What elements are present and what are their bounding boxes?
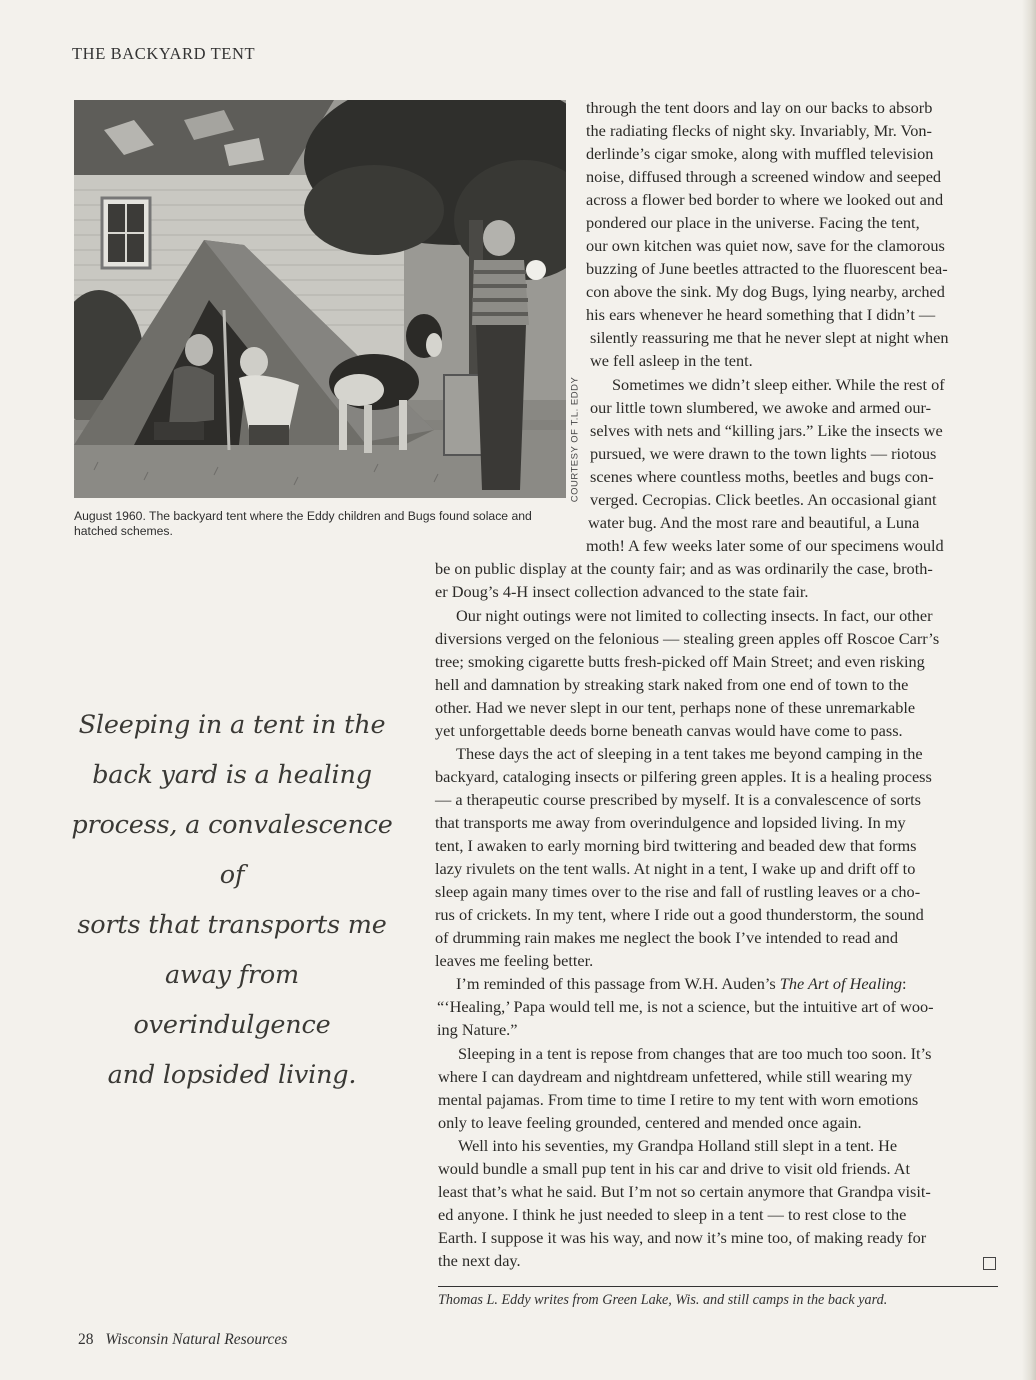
body-line: our little town slumbered, we awoke and armed our- [590, 398, 932, 417]
body-line: noise, diffused through a screened window and seeped [586, 167, 942, 186]
pull-quote-line: back yard is a healing [92, 760, 372, 790]
body-line: mental pajamas. From time to time I retire to my tent with worn emotions [438, 1090, 919, 1109]
body-line: be on public display at the county fair; and as was ordinarily the case, broth- [435, 559, 933, 578]
page-edge-shadow [1022, 0, 1036, 1380]
body-line: where I can daydream and nightdream unfettered, while still wearing my [438, 1067, 913, 1086]
body-line-citation: I’m reminded of this passage from W.H. Auden’s The Art of Healing: [456, 974, 907, 993]
body-line: Well into his seventies, my Grandpa Holland still slept in a tent. He [458, 1136, 898, 1155]
body-line: er Doug’s 4-H insect collection advanced to the state fair. [435, 582, 809, 601]
body-line: verged. Cecropias. Click beetles. An occasional giant [590, 490, 937, 509]
body-line: our own kitchen was quiet now, save for the clamorous [586, 236, 945, 255]
body-line: backyard, cataloging insects or pilfering green apples. It is a healing process [435, 767, 932, 786]
folio [78, 1331, 287, 1349]
body-line: — a therapeutic course prescribed by myself. It is a convalescence of sorts [435, 790, 921, 809]
body-line: leaves me feeling better. [435, 951, 594, 970]
body-line: yet unforgettable deeds borne beneath canvas would have come to pass. [435, 721, 903, 740]
body-line: would bundle a small pup tent in his car and drive to visit old friends. At [438, 1159, 911, 1178]
body-line: “‘Healing,’ Papa would tell me, is not a science, but the intuitive art of woo- [437, 997, 934, 1016]
author-bio: Thomas L. Eddy writes from Green Lake, Wis. and still camps in the back yard. [438, 1292, 888, 1308]
body-line: moth! A few weeks later some of our specimens would [586, 536, 944, 555]
bio-divider [438, 1286, 998, 1287]
book-title: The Art of Healing [779, 974, 903, 993]
photo-credit: COURTESY OF T.L. EDDY [569, 376, 581, 502]
body-line: These days the act of sleeping in a tent takes me beyond camping in the [456, 744, 923, 763]
pull-quote-line: process, a convalescence of [71, 810, 393, 890]
body-line: only to leave feeling grounded, centered and mended once again. [438, 1113, 862, 1132]
pull-quote-line: and lopsided living. [107, 1060, 357, 1090]
body-line: least that’s what he said. But I’m not so certain anymore that Grandpa visit- [438, 1182, 931, 1201]
photo-backyard-tent [74, 100, 566, 498]
running-head: THE BACKYARD TENT [72, 44, 256, 63]
body-line: tree; smoking cigarette butts fresh-picked off Main Street; and even risking [435, 652, 925, 671]
body-line: buzzing of June beetles attracted to the fluorescent bea- [586, 259, 948, 278]
body-line: that transports me away from overindulgence and lopsided living. In my [435, 813, 906, 832]
body-line: pondered our place in the universe. Facing the tent, [586, 213, 920, 232]
body-line: of drumming rain makes me neglect the book I’ve intended to read and [435, 928, 898, 947]
body-line: through the tent doors and lay on our backs to absorb [586, 98, 933, 117]
magazine-name: Wisconsin Natural Resources [105, 1331, 288, 1348]
pull-quote [66, 700, 398, 1100]
body-line: diversions verged on the felonious — stealing green apples off Roscoe Carr’s [435, 629, 940, 648]
end-mark-icon [983, 1257, 996, 1270]
pull-quote-line: away from overindulgence [133, 960, 331, 1040]
page-number: 28 [78, 1331, 94, 1348]
body-line: the radiating flecks of night sky. Invariably, Mr. Von- [586, 121, 932, 140]
body-line: Sometimes we didn’t sleep either. While the rest of [612, 375, 945, 394]
photo-caption: August 1960. The backyard tent where the Eddy children and Bugs found solace and hatched schemes. [74, 509, 532, 538]
body-line: ing Nature.” [437, 1020, 518, 1039]
body-line: selves with nets and “killing jars.” Like the insects we [590, 421, 943, 440]
body-line: Sleeping in a tent is repose from changes that are too much too soon. It’s [458, 1044, 932, 1063]
body-line: lazy rivulets on the tent walls. At night in a tent, I wake up and drift off to [435, 859, 916, 878]
body-line: other. Had we never slept in our tent, perhaps none of these unremarkable [435, 698, 916, 717]
body-line: pursued, we were drawn to the town lights — riotous [590, 444, 937, 463]
body-line: ed anyone. I think he just needed to sleep in a tent — to rest close to the [438, 1205, 907, 1224]
pull-quote-line: Sleeping in a tent in the [78, 710, 386, 740]
body-line: we fell asleep in the tent. [590, 351, 753, 370]
body-line: Earth. I suppose it was his way, and now it’s mine too, of making ready for [438, 1228, 927, 1247]
body-line: tent, I awaken to early morning bird twittering and beaded dew that forms [435, 836, 917, 855]
body-line: sleep again many times over to the rise and fall of rustling leaves or a cho- [435, 882, 921, 901]
body-line: across a flower bed border to where we looked out and [586, 190, 944, 209]
body-line: con above the sink. My dog Bugs, lying nearby, arched [586, 282, 945, 301]
body-line: derlinde’s cigar smoke, along with muffled television [586, 144, 934, 163]
body-line: rus of crickets. In my tent, where I ride out a good thunderstorm, the sound [435, 905, 924, 924]
body-line: Our night outings were not limited to collecting insects. In fact, our other [456, 606, 933, 625]
body-line: silently reassuring me that he never slept at night when [590, 328, 949, 347]
body-line: hell and damnation by streaking stark naked from one end of town to the [435, 675, 909, 694]
body-line: the next day. [438, 1251, 521, 1270]
pull-quote-line: sorts that transports me [77, 910, 387, 940]
body-line: his ears whenever he heard something that I didn’t — [586, 305, 936, 324]
body-line: scenes where countless moths, beetles and bugs con- [590, 467, 934, 486]
body-line: water bug. And the most rare and beautiful, a Luna [588, 513, 920, 532]
